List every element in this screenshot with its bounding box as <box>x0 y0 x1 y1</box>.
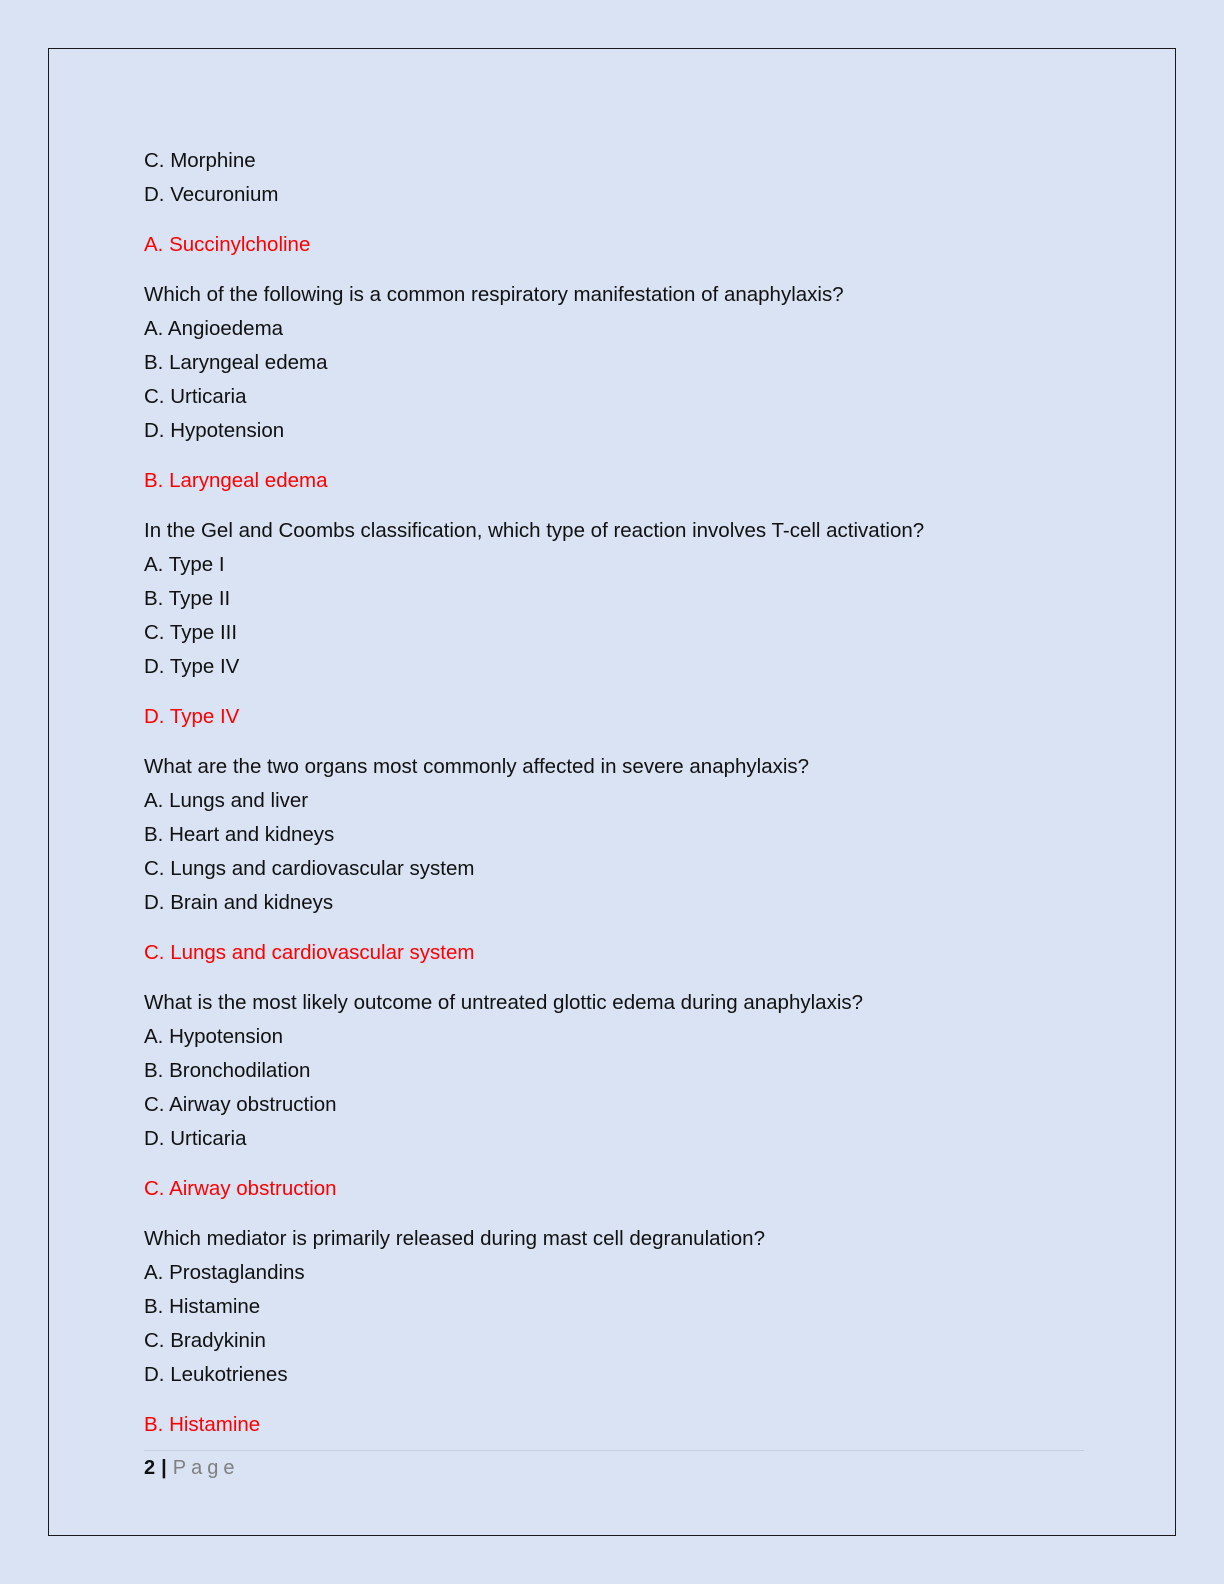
option: A. Hypotension <box>144 1025 284 1048</box>
option: C. Airway obstruction <box>144 1093 337 1116</box>
option: B. Laryngeal edema <box>144 351 328 374</box>
option: C. Bradykinin <box>144 1329 266 1352</box>
answer-key: D. Type IV <box>144 705 240 728</box>
option: A. Prostaglandins <box>144 1261 305 1284</box>
option: D. Brain and kidneys <box>144 891 334 914</box>
question-text: Which of the following is a common respiratory manifestation of anaphylaxis? <box>144 283 844 306</box>
option: D. Hypotension <box>144 419 285 442</box>
page-number: 2 <box>144 1457 156 1479</box>
option: A. Type I <box>144 553 225 576</box>
option: D. Urticaria <box>144 1127 247 1150</box>
option: D. Leukotrienes <box>144 1363 288 1386</box>
answer-key: A. Succinylcholine <box>144 233 311 256</box>
option: A. Lungs and liver <box>144 789 309 812</box>
question-text: Which mediator is primarily released during mast cell degranulation? <box>144 1227 765 1250</box>
answer-key: B. Laryngeal edema <box>144 469 328 492</box>
option: C. Urticaria <box>144 385 247 408</box>
page-label: Page <box>172 1457 240 1479</box>
footer-divider <box>144 1450 1084 1451</box>
option: B. Heart and kidneys <box>144 823 335 846</box>
page-footer <box>144 1454 239 1482</box>
question-text: What is the most likely outcome of untreated glottic edema during anaphylaxis? <box>144 991 864 1014</box>
option: D. Vecuronium <box>144 183 279 206</box>
question-text: What are the two organs most commonly affected in severe anaphylaxis? <box>144 755 810 778</box>
option: C. Lungs and cardiovascular system <box>144 857 475 880</box>
answer-key: B. Histamine <box>144 1413 261 1436</box>
option: D. Type IV <box>144 655 240 678</box>
option: B. Histamine <box>144 1295 261 1318</box>
answer-key: C. Airway obstruction <box>144 1177 337 1200</box>
option: C. Type III <box>144 621 238 644</box>
option: B. Bronchodilation <box>144 1059 311 1082</box>
option: B. Type II <box>144 587 231 610</box>
option: C. Morphine <box>144 149 256 172</box>
document-content <box>144 144 1084 1442</box>
footer-separator: | <box>161 1457 167 1479</box>
question-text: In the Gel and Coombs classification, which type of reaction involves T-cell activation? <box>144 519 925 542</box>
answer-key: C. Lungs and cardiovascular system <box>144 941 475 964</box>
option: A. Angioedema <box>144 317 284 340</box>
